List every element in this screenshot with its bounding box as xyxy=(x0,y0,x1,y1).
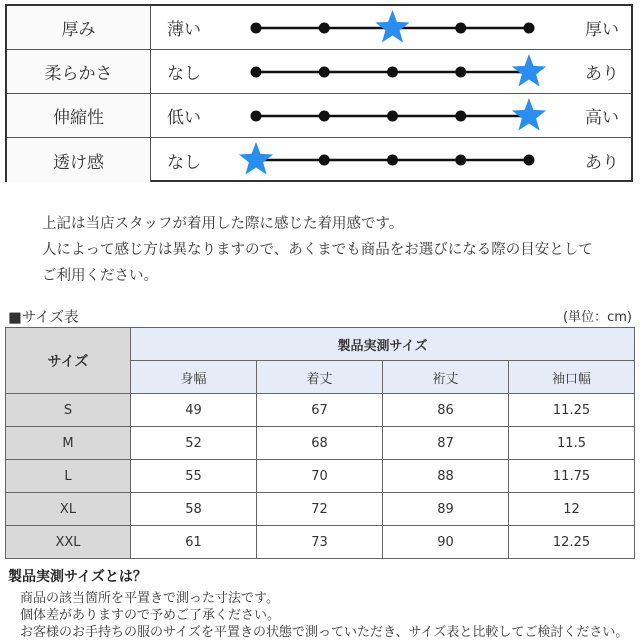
table-row xyxy=(6,394,635,427)
feel-label: 厚み xyxy=(7,6,151,49)
value-cell: 89 xyxy=(383,493,509,526)
value-cell: 86 xyxy=(383,394,509,427)
value-cell: 11.25 xyxy=(509,394,635,427)
size-cell: S xyxy=(6,394,131,427)
value-cell: 11.5 xyxy=(509,427,635,460)
feel-left-text: なし xyxy=(167,64,201,84)
scale-dot xyxy=(455,23,466,34)
value-cell: 61 xyxy=(131,526,257,559)
scale-dot xyxy=(524,155,535,166)
size-cell: M xyxy=(6,427,131,460)
feel-right-text: あり xyxy=(585,64,619,84)
scale-dot xyxy=(387,155,398,166)
size-table-unit: (単位：cm) xyxy=(563,310,632,325)
feel-left-text: 低い xyxy=(167,108,201,128)
scale-dot xyxy=(251,111,262,122)
value-cell: 58 xyxy=(131,493,257,526)
value-cell: 73 xyxy=(257,526,383,559)
size-cell: XXL xyxy=(6,526,131,559)
footer-line: 商品の該当箇所を平置きで測った寸法です。 xyxy=(20,591,279,606)
value-cell: 68 xyxy=(257,427,383,460)
feel-right-text: 高い xyxy=(585,108,619,128)
scale-dot xyxy=(524,23,535,34)
scale-dot xyxy=(455,111,466,122)
value-cell: 70 xyxy=(257,460,383,493)
feel-row-stretch xyxy=(7,94,631,138)
feel-label: 伸縮性 xyxy=(7,94,151,137)
value-cell: 12.25 xyxy=(509,526,635,559)
scale-dot xyxy=(387,111,398,122)
feel-scale xyxy=(7,94,631,137)
footer-line: 個体差がありますので予めご了承ください。 xyxy=(20,608,281,623)
value-cell: 87 xyxy=(383,427,509,460)
value-cell: 90 xyxy=(383,526,509,559)
table-row xyxy=(6,526,635,559)
scale-dot xyxy=(319,155,330,166)
feel-right-text: 厚い xyxy=(585,20,619,40)
star-icon xyxy=(375,10,409,43)
table-row xyxy=(6,427,635,460)
feel-row-sheerness xyxy=(7,138,631,182)
size-cell: L xyxy=(6,460,131,493)
footer-title: 製品実測サイズとは？ xyxy=(8,569,147,585)
size-table-title: ■サイズ表 xyxy=(8,310,79,326)
feel-label: 柔らかさ xyxy=(7,50,151,93)
footer-line: お客様のお手持ちの服のサイズを平置きの状態で測っていただき、サイズ表と比較してご検討ください。 xyxy=(20,625,629,640)
group-header: 製品実測サイズ xyxy=(131,328,635,361)
value-cell: 52 xyxy=(131,427,257,460)
feel-scale xyxy=(7,138,631,182)
scale-dot xyxy=(455,67,466,78)
star-icon xyxy=(512,98,546,131)
feel-left-text: なし xyxy=(167,152,201,173)
column-header: 裄丈 xyxy=(383,361,509,394)
scale-dot xyxy=(251,67,262,78)
feel-scale xyxy=(7,6,631,49)
feel-row-thickness xyxy=(7,6,631,50)
scale-dot xyxy=(387,67,398,78)
table-row xyxy=(6,493,635,526)
size-header: サイズ xyxy=(6,328,131,394)
feel-scale xyxy=(7,50,631,93)
value-cell: 55 xyxy=(131,460,257,493)
star-icon xyxy=(512,54,546,87)
feel-table xyxy=(5,4,633,182)
scale-dot xyxy=(319,23,330,34)
value-cell: 11.75 xyxy=(509,460,635,493)
note-line: ご利用ください。 xyxy=(42,268,158,284)
feel-right-text: あり xyxy=(585,152,619,173)
scale-dot xyxy=(251,23,262,34)
feel-left-text: 薄い xyxy=(167,20,201,40)
note-line: 上記は当店スタッフが着用した際に感じた着用感です。 xyxy=(42,216,404,232)
size-cell: XL xyxy=(6,493,131,526)
column-header: 着丈 xyxy=(257,361,383,394)
table-row xyxy=(6,460,635,493)
column-header: 袖口幅 xyxy=(509,361,635,394)
value-cell: 12 xyxy=(509,493,635,526)
note-line: 人によって感じ方は異なりますので、あくまでも商品をお選びになる際の目安として xyxy=(42,242,593,258)
scale-dot xyxy=(319,111,330,122)
value-cell: 67 xyxy=(257,394,383,427)
size-table xyxy=(5,327,635,559)
scale-dot xyxy=(455,155,466,166)
value-cell: 49 xyxy=(131,394,257,427)
value-cell: 88 xyxy=(383,460,509,493)
feel-row-softness xyxy=(7,50,631,94)
scale-dot xyxy=(319,67,330,78)
star-icon xyxy=(239,142,273,175)
feel-label: 透け感 xyxy=(7,138,151,182)
value-cell: 72 xyxy=(257,493,383,526)
column-header: 身幅 xyxy=(131,361,257,394)
